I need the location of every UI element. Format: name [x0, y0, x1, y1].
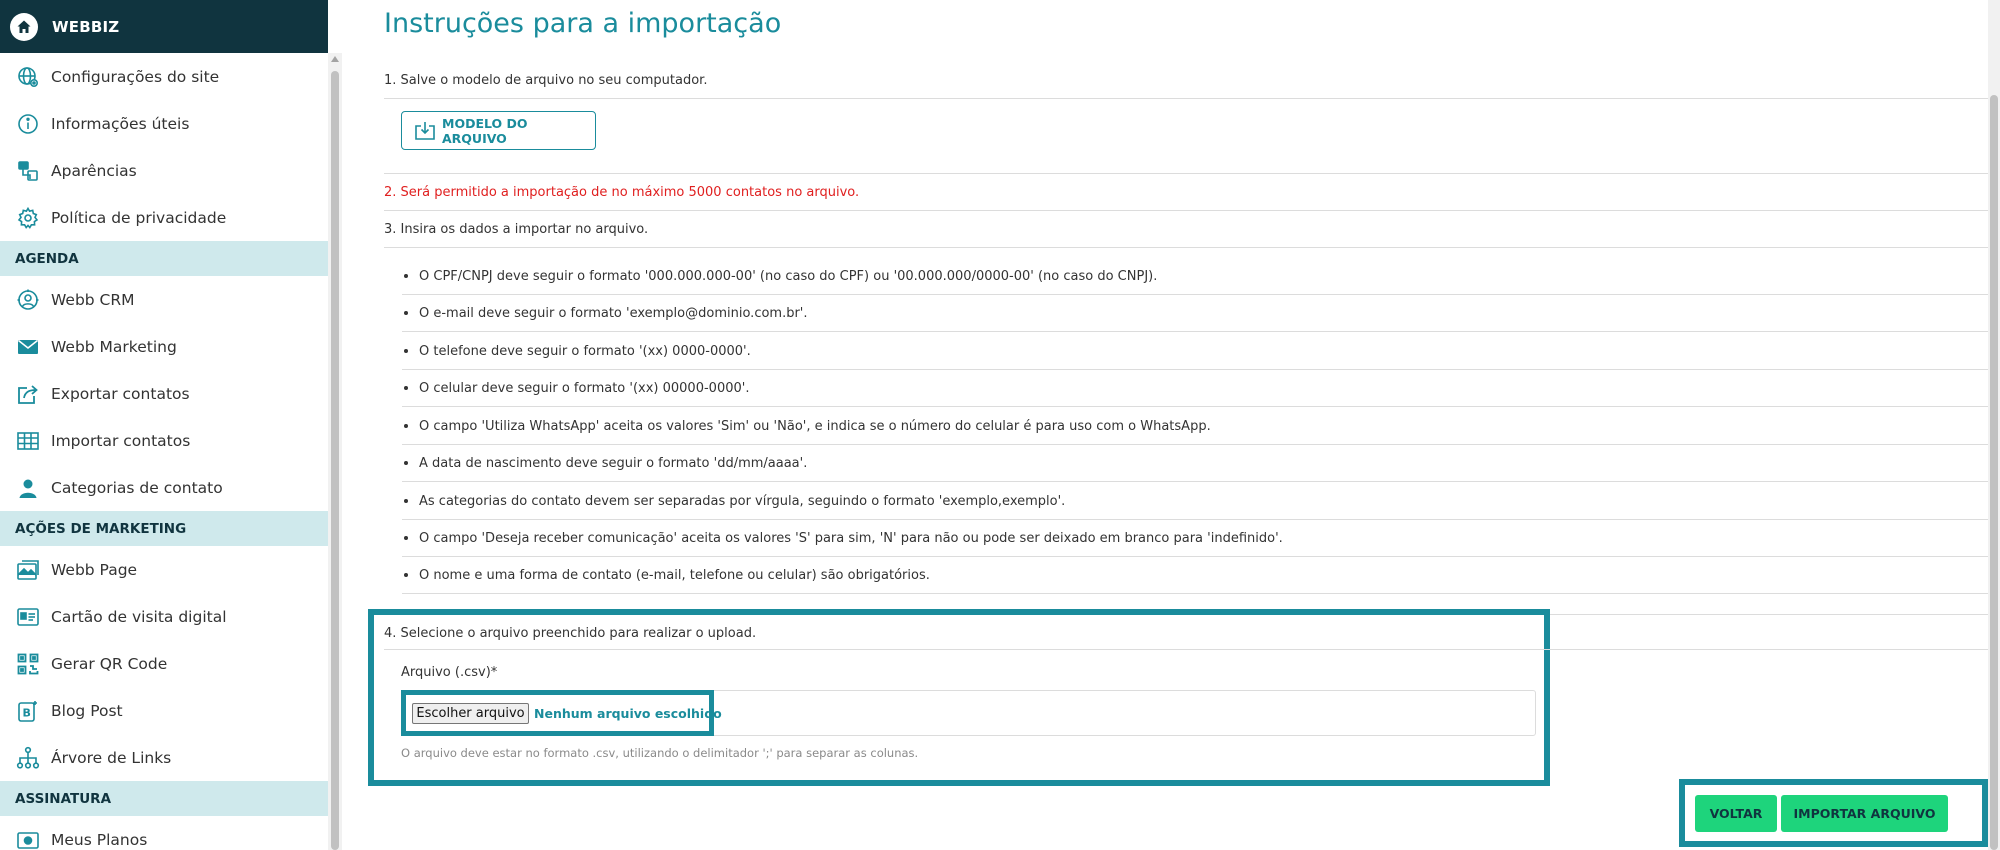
export-icon	[14, 380, 42, 408]
table-icon	[14, 427, 42, 455]
sidebar-item-label: Política de privacidade	[51, 208, 227, 227]
bullet-icon	[404, 386, 408, 390]
bullet-icon	[404, 311, 408, 315]
bullet-icon	[404, 499, 408, 503]
bullet-icon	[404, 573, 408, 577]
sidebar-item-webb-crm[interactable]	[0, 276, 328, 323]
rule-text: O campo 'Deseja receber comunicação' aceita os valores 'S' para sim, 'N' para não ou pode ser deixado em branco para 'indefinido'.	[419, 530, 1283, 546]
sidebar-item-label: Informações úteis	[51, 114, 190, 133]
download-template-label: MODELO DO ARQUIVO	[442, 115, 528, 146]
rule-text: O telefone deve seguir o formato '(xx) 0000-0000'.	[419, 343, 751, 359]
sidebar-item-blog-post[interactable]	[0, 687, 328, 734]
crm-icon	[14, 286, 42, 314]
sidebar-item-qr-code[interactable]	[0, 640, 328, 687]
list-item	[402, 333, 1988, 370]
sidebar-item-label: Árvore de Links	[51, 748, 172, 767]
main-content	[342, 0, 1988, 850]
sidebar-item-aparencias[interactable]	[0, 147, 328, 194]
user-icon	[14, 474, 42, 502]
step-1-row	[384, 73, 1988, 99]
section-header-marketing: AÇÕES DE MARKETING	[0, 511, 328, 546]
sidebar-item-politica[interactable]	[0, 194, 328, 241]
step-4-text: 4. Selecione o arquivo preenchido para realizar o upload.	[384, 626, 757, 641]
file-field-label: Arquivo (.csv)*	[401, 665, 498, 680]
bullet-icon	[404, 461, 408, 465]
list-item	[402, 445, 1988, 482]
sidebar-item-label: Configurações do site	[51, 67, 220, 86]
divider	[384, 210, 1988, 211]
download-template-button[interactable]	[401, 111, 596, 150]
step-1-text: 1. Salve o modelo de arquivo no seu computador.	[384, 73, 708, 88]
sidebar-brand[interactable]	[0, 0, 328, 53]
sidebar-item-informacoes[interactable]	[0, 100, 328, 147]
bullet-icon	[404, 536, 408, 540]
list-item	[402, 557, 1988, 594]
section-header-assinatura: ASSINATURA	[0, 781, 328, 816]
list-item	[402, 370, 1988, 407]
sidebar-item-importar[interactable]	[0, 417, 328, 464]
main-scrollbar-thumb[interactable]	[1990, 95, 1998, 850]
sidebar-item-webb-marketing[interactable]	[0, 323, 328, 370]
main-scrollbar[interactable]	[1988, 0, 2000, 850]
download-icon	[414, 120, 436, 142]
sidebar	[0, 0, 342, 850]
sidebar-item-label: Exportar contatos	[51, 384, 190, 403]
import-file-button[interactable]: IMPORTAR ARQUIVO	[1781, 795, 1948, 832]
sidebar-item-webb-page[interactable]	[0, 546, 328, 593]
step-2-warning: 2. Será permitido a importação de no máximo 5000 contatos no arquivo.	[384, 185, 860, 200]
sidebar-item-cartao[interactable]	[0, 593, 328, 640]
sidebar-item-categorias[interactable]	[0, 464, 328, 511]
sidebar-item-configuracoes[interactable]	[0, 53, 328, 100]
sidebar-item-meus-planos[interactable]	[0, 816, 328, 850]
rule-text: O campo 'Utiliza WhatsApp' aceita os valores 'Sim' ou 'Não', e indica se o número do celular é para uso com o WhatsApp.	[419, 418, 1211, 434]
sidebar-menu	[0, 0, 328, 850]
sidebar-item-label: Blog Post	[51, 701, 123, 720]
step-3-text: 3. Insira os dados a importar no arquivo.	[384, 222, 649, 237]
sidebar-item-label: Gerar QR Code	[51, 654, 168, 673]
sidebar-item-label: Webb CRM	[51, 290, 135, 309]
bullet-icon	[404, 349, 408, 353]
svg-text:B: B	[22, 706, 31, 719]
file-help-text: O arquivo deve estar no formato .csv, utilizando o delimitador ';' para separar as colunas.	[401, 746, 919, 760]
sidebar-item-exportar[interactable]	[0, 370, 328, 417]
gear-icon	[14, 204, 42, 232]
list-item	[402, 295, 1988, 332]
list-item	[402, 483, 1988, 520]
list-item	[402, 408, 1988, 445]
sidebar-item-label: Categorias de contato	[51, 478, 223, 497]
section-header-agenda: AGENDA	[0, 241, 328, 276]
sidebar-item-label: Webb Page	[51, 560, 138, 579]
rule-text: A data de nascimento deve seguir o formato 'dd/mm/aaaa'.	[419, 455, 808, 471]
sidebar-scrollbar-thumb[interactable]	[331, 71, 339, 850]
rule-text: O e-mail deve seguir o formato 'exemplo@dominio.com.br'.	[419, 305, 808, 321]
bullet-icon	[404, 274, 408, 278]
home-icon	[10, 13, 38, 41]
sidebar-scrollbar[interactable]	[328, 53, 342, 850]
bullet-icon	[404, 424, 408, 428]
qr-icon	[14, 650, 42, 678]
globe-gear-icon	[14, 63, 42, 91]
divider	[384, 247, 1988, 248]
plans-icon	[14, 826, 42, 850]
sidebar-item-label: Importar contatos	[51, 431, 191, 450]
paint-icon	[14, 157, 42, 185]
choose-file-button[interactable]: Escolher arquivo	[412, 703, 529, 724]
back-button[interactable]: VOLTAR	[1695, 795, 1777, 832]
card-icon	[14, 603, 42, 631]
divider	[384, 649, 1988, 650]
page-title: Instruções para a importação	[384, 8, 782, 39]
rule-text: As categorias do contato devem ser separadas por vírgula, seguindo o formato 'exemplo,exemplo'.	[419, 493, 1066, 509]
scroll-up-arrow-icon[interactable]	[331, 56, 339, 62]
rule-text: O celular deve seguir o formato '(xx) 00000-0000'.	[419, 380, 750, 396]
sidebar-item-label: Cartão de visita digital	[51, 607, 227, 626]
sidebar-item-label: Aparências	[51, 161, 137, 180]
brand-name: WEBBIZ	[52, 17, 120, 36]
no-file-chosen-text: Nenhum arquivo escolhido	[534, 706, 722, 721]
list-item	[402, 520, 1988, 557]
sidebar-item-arvore-links[interactable]	[0, 734, 328, 781]
info-icon	[14, 110, 42, 138]
list-item	[402, 258, 1988, 295]
sidebar-item-label: Meus Planos	[51, 830, 148, 849]
blog-icon	[14, 697, 42, 725]
tree-icon	[14, 744, 42, 772]
rule-text: O nome e uma forma de contato (e-mail, telefone ou celular) são obrigatórios.	[419, 567, 930, 583]
rule-text: O CPF/CNPJ deve seguir o formato '000.000.000-00' (no caso do CPF) ou '00.000.000/0000-00' (no caso do CNPJ).	[419, 268, 1158, 284]
page-icon	[14, 556, 42, 584]
divider	[384, 173, 1988, 174]
mail-icon	[14, 333, 42, 361]
sidebar-item-label: Webb Marketing	[51, 337, 177, 356]
